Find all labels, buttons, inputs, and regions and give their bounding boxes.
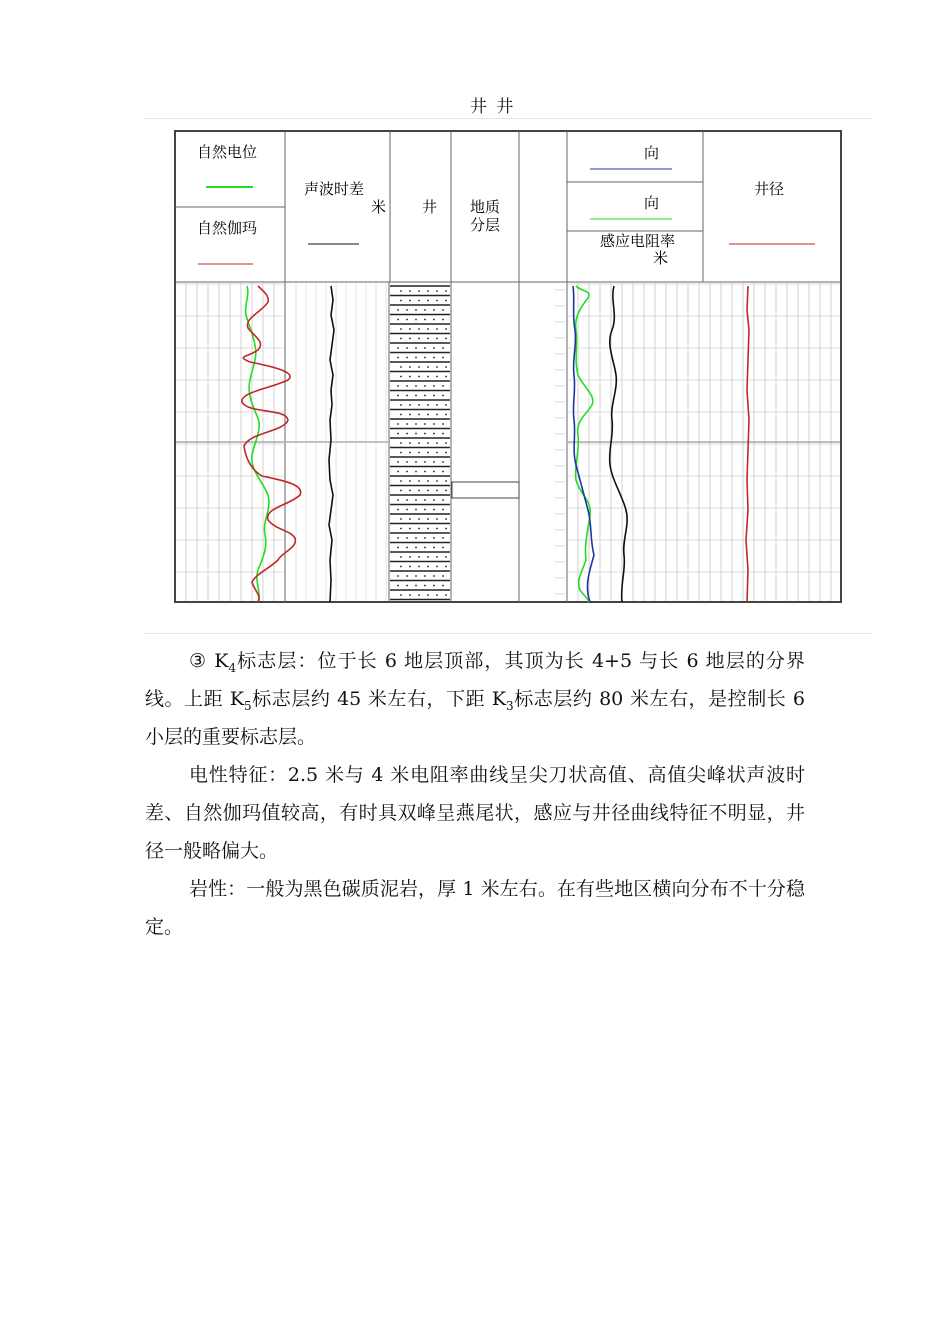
k4-letter: K bbox=[214, 650, 229, 672]
sand-dot bbox=[406, 575, 408, 577]
sand-dot bbox=[415, 423, 417, 425]
sand-dot bbox=[397, 461, 399, 463]
sand-dot bbox=[436, 376, 438, 378]
sand-dot bbox=[400, 452, 402, 454]
sand-dot bbox=[433, 433, 435, 435]
sand-dot bbox=[427, 594, 429, 596]
sand-dot bbox=[409, 328, 411, 330]
sand-dot bbox=[415, 537, 417, 539]
sand-dot bbox=[418, 366, 420, 368]
k5-subscript: 5 bbox=[244, 699, 252, 713]
sand-dot bbox=[409, 366, 411, 368]
sand-dot bbox=[424, 471, 426, 473]
sand-dot bbox=[436, 518, 438, 520]
p1-segment-1: 标志层：位于长 6 地层顶部，其顶为长 4+5 与长 6 地层的分界线。上距 bbox=[145, 650, 806, 710]
sand-dot bbox=[436, 300, 438, 302]
sand-dot bbox=[442, 357, 444, 359]
k3-letter: K bbox=[491, 688, 507, 710]
sand-dot bbox=[397, 585, 399, 587]
gamma-label: 自然伽玛 bbox=[197, 219, 258, 237]
sand-dot bbox=[436, 480, 438, 482]
p1-segment-3: 标志层约 80 米左右，是控制长 6 小层的重要标志层。 bbox=[145, 688, 806, 748]
sand-dot bbox=[415, 509, 417, 511]
sand-dot bbox=[427, 528, 429, 530]
sp-label: 自然电位 bbox=[197, 143, 258, 161]
sand-dot bbox=[427, 452, 429, 454]
sand-dot bbox=[418, 404, 420, 406]
sand-dot bbox=[397, 309, 399, 311]
sand-dot bbox=[445, 566, 447, 568]
sand-dot bbox=[436, 366, 438, 368]
sand-dot bbox=[424, 547, 426, 549]
sand-dot bbox=[436, 442, 438, 444]
sand-dot bbox=[424, 433, 426, 435]
sand-dot bbox=[445, 338, 447, 340]
sand-dot bbox=[406, 309, 408, 311]
sand-dot bbox=[445, 556, 447, 558]
sonic-unit: 米 bbox=[371, 198, 387, 216]
sand-dot bbox=[397, 547, 399, 549]
sand-dot bbox=[442, 575, 444, 577]
sand-dot bbox=[397, 423, 399, 425]
sand-dot bbox=[397, 471, 399, 473]
sand-dot bbox=[400, 528, 402, 530]
sand-dot bbox=[409, 338, 411, 340]
sand-dot bbox=[415, 309, 417, 311]
sand-dot bbox=[418, 290, 420, 292]
sand-dot bbox=[400, 518, 402, 520]
sand-dot bbox=[400, 594, 402, 596]
sand-dot bbox=[406, 537, 408, 539]
sand-dot bbox=[442, 309, 444, 311]
sand-dot bbox=[445, 300, 447, 302]
sand-dot bbox=[415, 585, 417, 587]
sand-dot bbox=[433, 585, 435, 587]
sand-dot bbox=[418, 490, 420, 492]
p1-segment-2: 标志层约 45 米左右，下距 bbox=[251, 688, 492, 710]
sand-dot bbox=[418, 528, 420, 530]
sand-dot bbox=[436, 566, 438, 568]
induction-label: 感应电阻率 bbox=[600, 232, 676, 250]
well-label: 井 bbox=[422, 198, 438, 216]
lithology-column bbox=[390, 286, 450, 600]
sand-dot bbox=[442, 347, 444, 349]
sand-dot bbox=[409, 528, 411, 530]
sand-dot bbox=[397, 385, 399, 387]
sand-dot bbox=[397, 357, 399, 359]
sand-dot bbox=[427, 566, 429, 568]
sand-dot bbox=[424, 509, 426, 511]
sand-dot bbox=[397, 509, 399, 511]
page-title: 井 井 bbox=[470, 97, 516, 117]
sand-dot bbox=[433, 395, 435, 397]
sand-dot bbox=[427, 480, 429, 482]
sand-dot bbox=[433, 319, 435, 321]
sand-dot bbox=[418, 338, 420, 340]
sand-dot bbox=[445, 376, 447, 378]
sand-dot bbox=[442, 433, 444, 435]
sand-dot bbox=[406, 395, 408, 397]
sand-dot bbox=[445, 404, 447, 406]
marker-layer-box bbox=[452, 482, 519, 498]
sand-dot bbox=[445, 366, 447, 368]
right-track-grid bbox=[555, 283, 840, 601]
sand-dot bbox=[427, 290, 429, 292]
sand-dot bbox=[415, 357, 417, 359]
sand-dot bbox=[397, 433, 399, 435]
sand-dot bbox=[397, 395, 399, 397]
sand-dot bbox=[424, 575, 426, 577]
body-text bbox=[145, 642, 805, 946]
sand-dot bbox=[409, 404, 411, 406]
geo-label-1: 地质 bbox=[470, 198, 501, 216]
sand-dot bbox=[397, 499, 399, 501]
sand-dot bbox=[424, 499, 426, 501]
sand-dot bbox=[397, 319, 399, 321]
sand-dot bbox=[400, 442, 402, 444]
sand-dot bbox=[424, 461, 426, 463]
sand-dot bbox=[397, 347, 399, 349]
sand-dot bbox=[445, 518, 447, 520]
sand-dot bbox=[409, 480, 411, 482]
sand-dot bbox=[427, 442, 429, 444]
paragraph-lithology: 岩性：一般为黑色碳质泥岩，厚 1 米左右。在有些地区横向分布不十分稳定。 bbox=[145, 878, 805, 938]
log-frame bbox=[175, 131, 841, 602]
sand-dot bbox=[427, 404, 429, 406]
sand-dot bbox=[427, 556, 429, 558]
sand-dot bbox=[406, 499, 408, 501]
sand-dot bbox=[436, 328, 438, 330]
sand-dot bbox=[409, 518, 411, 520]
sand-dot bbox=[400, 414, 402, 416]
sand-dot bbox=[442, 395, 444, 397]
sand-dot bbox=[415, 319, 417, 321]
sand-dot bbox=[442, 537, 444, 539]
sand-dot bbox=[400, 300, 402, 302]
sand-dot bbox=[406, 347, 408, 349]
sand-dot bbox=[436, 290, 438, 292]
sand-dot bbox=[433, 423, 435, 425]
sand-dot bbox=[424, 423, 426, 425]
geo-label-2: 分层 bbox=[470, 216, 501, 234]
sand-dot bbox=[427, 338, 429, 340]
sand-dot bbox=[445, 594, 447, 596]
sand-dot bbox=[418, 556, 420, 558]
sand-dot bbox=[415, 461, 417, 463]
sand-dot bbox=[436, 452, 438, 454]
sand-dot bbox=[442, 585, 444, 587]
sand-dot bbox=[442, 319, 444, 321]
sand-dot bbox=[400, 328, 402, 330]
sand-dot bbox=[397, 537, 399, 539]
sand-dot bbox=[397, 575, 399, 577]
direction-label-2: 向 bbox=[644, 194, 660, 212]
sonic-label: 声波时差 bbox=[304, 180, 365, 198]
sand-dot bbox=[415, 385, 417, 387]
sand-dot bbox=[418, 442, 420, 444]
sand-dot bbox=[436, 490, 438, 492]
sand-dot bbox=[409, 452, 411, 454]
left-track-grid bbox=[176, 283, 388, 601]
sand-dot bbox=[415, 433, 417, 435]
sand-dot bbox=[442, 471, 444, 473]
sand-dot bbox=[409, 376, 411, 378]
sand-dot bbox=[433, 509, 435, 511]
sand-dot bbox=[442, 423, 444, 425]
direction-label-1: 向 bbox=[644, 144, 660, 162]
sand-dot bbox=[436, 404, 438, 406]
sand-dot bbox=[424, 319, 426, 321]
well-log-chart bbox=[0, 0, 950, 640]
sand-dot bbox=[427, 518, 429, 520]
sand-dot bbox=[406, 357, 408, 359]
sand-dot bbox=[424, 357, 426, 359]
sand-dot bbox=[445, 442, 447, 444]
sand-dot bbox=[427, 328, 429, 330]
sand-dot bbox=[406, 385, 408, 387]
circled-number: ③ bbox=[189, 650, 215, 672]
sand-dot bbox=[424, 585, 426, 587]
sand-dot bbox=[445, 480, 447, 482]
sand-dot bbox=[442, 509, 444, 511]
sand-dot bbox=[442, 499, 444, 501]
sand-dot bbox=[415, 575, 417, 577]
sand-dot bbox=[400, 338, 402, 340]
sand-dot bbox=[445, 490, 447, 492]
sand-dot bbox=[445, 414, 447, 416]
sand-dot bbox=[409, 442, 411, 444]
sand-dot bbox=[433, 385, 435, 387]
sand-dot bbox=[400, 556, 402, 558]
sand-dot bbox=[415, 471, 417, 473]
sand-dot bbox=[406, 433, 408, 435]
k5-letter: K bbox=[229, 688, 245, 710]
sand-dot bbox=[415, 395, 417, 397]
sand-dot bbox=[433, 347, 435, 349]
sand-dot bbox=[436, 414, 438, 416]
induction-unit: 米 bbox=[653, 249, 669, 267]
sand-dot bbox=[427, 414, 429, 416]
sand-dot bbox=[406, 585, 408, 587]
sand-dot bbox=[406, 471, 408, 473]
sand-dot bbox=[418, 452, 420, 454]
sand-dot bbox=[433, 357, 435, 359]
sand-dot bbox=[427, 300, 429, 302]
sand-dot bbox=[424, 347, 426, 349]
sand-dot bbox=[415, 499, 417, 501]
sand-dot bbox=[433, 499, 435, 501]
sand-dot bbox=[424, 395, 426, 397]
sand-dot bbox=[409, 556, 411, 558]
sonic-curve bbox=[329, 286, 334, 602]
paragraph-k4-marker bbox=[145, 642, 805, 756]
sand-dot bbox=[418, 414, 420, 416]
sand-dot bbox=[424, 309, 426, 311]
sand-dot bbox=[445, 290, 447, 292]
sand-dot bbox=[442, 547, 444, 549]
sand-dot bbox=[433, 461, 435, 463]
sand-dot bbox=[406, 423, 408, 425]
sand-dot bbox=[433, 575, 435, 577]
sand-dot bbox=[409, 594, 411, 596]
sand-dot bbox=[406, 509, 408, 511]
sand-dot bbox=[409, 290, 411, 292]
sand-dot bbox=[400, 376, 402, 378]
sand-dot bbox=[409, 490, 411, 492]
sand-dot bbox=[433, 471, 435, 473]
sand-dot bbox=[436, 338, 438, 340]
sand-dot bbox=[436, 594, 438, 596]
sand-dot bbox=[436, 556, 438, 558]
sand-dot bbox=[424, 385, 426, 387]
sand-dot bbox=[433, 537, 435, 539]
sand-dot bbox=[409, 566, 411, 568]
sand-dot bbox=[424, 537, 426, 539]
sand-dot bbox=[436, 528, 438, 530]
sand-dot bbox=[400, 404, 402, 406]
sand-dot bbox=[400, 290, 402, 292]
sand-dot bbox=[406, 461, 408, 463]
sand-dot bbox=[433, 547, 435, 549]
sand-dot bbox=[418, 518, 420, 520]
sand-dot bbox=[433, 309, 435, 311]
paragraph-electrical: 电性特征：2.5 米与 4 米电阻率曲线呈尖刀状高值、高值尖峰状声波时差、自然伽玛值较高，有时具双峰呈燕尾状，感应与井径曲线特征不明显，井径一般略偏大。 bbox=[145, 764, 805, 862]
sand-dot bbox=[418, 566, 420, 568]
sand-dot bbox=[415, 547, 417, 549]
sand-dot bbox=[418, 300, 420, 302]
sand-dot bbox=[409, 300, 411, 302]
k4-subscript: 4 bbox=[228, 661, 237, 675]
sand-dot bbox=[445, 328, 447, 330]
sand-dot bbox=[418, 328, 420, 330]
sand-dot bbox=[415, 347, 417, 349]
sand-dot bbox=[442, 385, 444, 387]
sand-dot bbox=[442, 461, 444, 463]
sand-dot bbox=[418, 376, 420, 378]
sand-dot bbox=[445, 528, 447, 530]
sand-dot bbox=[400, 566, 402, 568]
sand-dot bbox=[418, 594, 420, 596]
sand-dot bbox=[400, 366, 402, 368]
sand-dot bbox=[427, 366, 429, 368]
sand-dot bbox=[409, 414, 411, 416]
sand-dot bbox=[427, 490, 429, 492]
sand-dot bbox=[427, 376, 429, 378]
sand-dot bbox=[400, 480, 402, 482]
sand-dot bbox=[400, 490, 402, 492]
sand-dot bbox=[418, 480, 420, 482]
caliper-label: 井径 bbox=[754, 180, 785, 198]
sand-dot bbox=[406, 547, 408, 549]
k3-subscript: 3 bbox=[506, 699, 514, 713]
sand-dot bbox=[445, 452, 447, 454]
sand-dot bbox=[406, 319, 408, 321]
